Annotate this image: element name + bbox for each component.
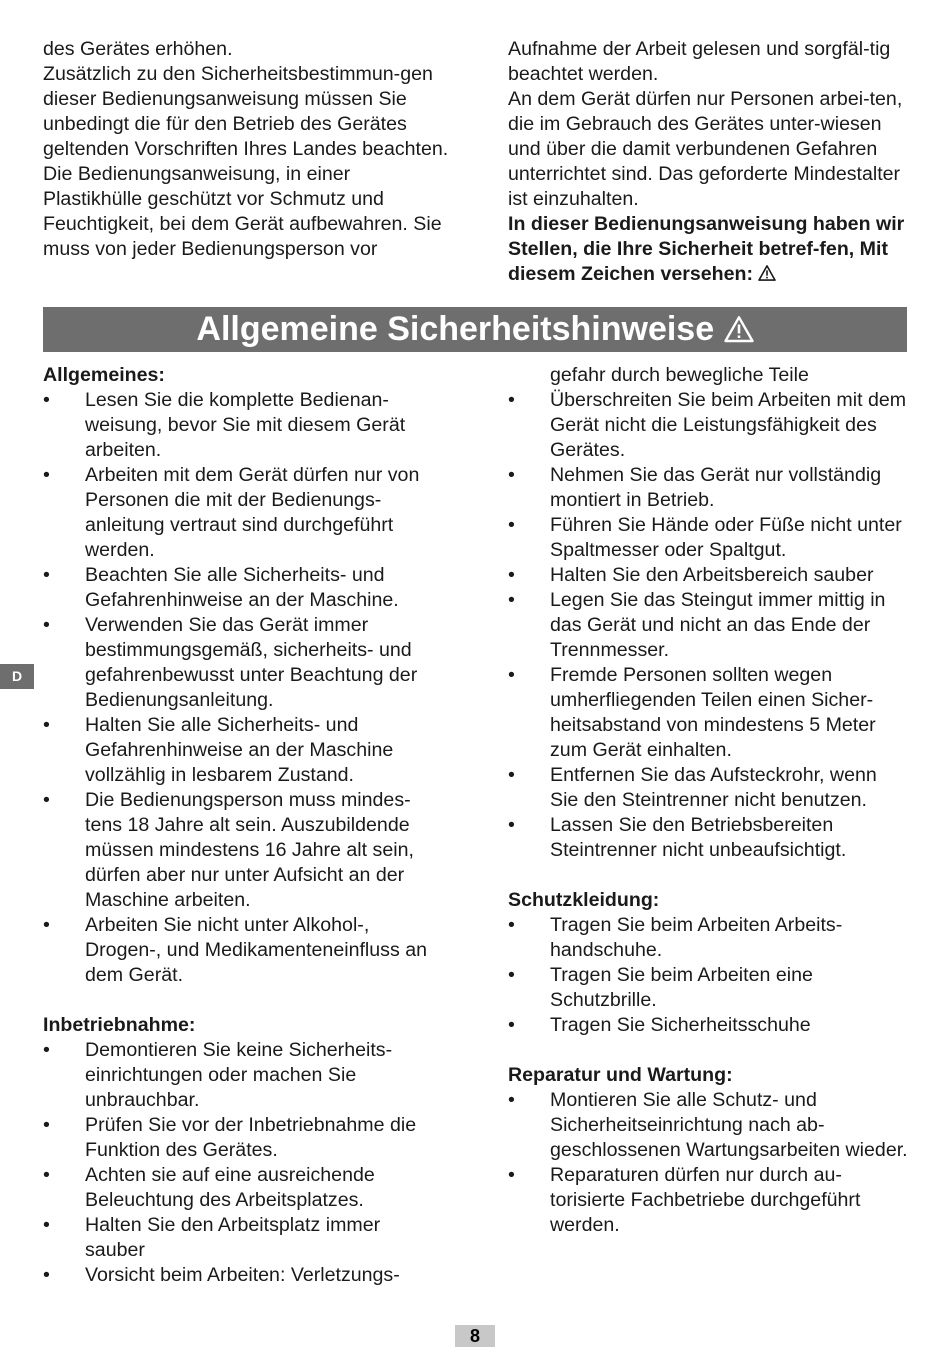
list-item bbox=[508, 1088, 908, 1163]
bullet: • bbox=[43, 564, 50, 586]
list-item-text: Achten sie auf eine ausreichende Beleuchtung des Arbeitsplatzes. bbox=[85, 1164, 375, 1211]
list-item-text: Lassen Sie den Betriebsbereiten Steintrenner nicht unbeaufsichtigt. bbox=[550, 814, 847, 861]
intro-bold-note bbox=[508, 212, 908, 287]
banner-title: Allgemeine Sicherheitshinweise bbox=[196, 310, 715, 348]
bullet: • bbox=[43, 789, 50, 811]
section-heading: Inbetriebnahme: bbox=[43, 1014, 196, 1036]
bullet: • bbox=[508, 1089, 515, 1111]
bullet: • bbox=[43, 389, 50, 411]
bullet: • bbox=[508, 914, 515, 936]
bullet: • bbox=[43, 614, 50, 636]
inbetriebnahme-list-continued bbox=[508, 363, 908, 863]
spacer bbox=[508, 1038, 908, 1063]
bullet: • bbox=[508, 964, 515, 986]
list-item bbox=[43, 913, 443, 988]
list-item-text: Demontieren Sie keine Sicherheits-einrichtungen oder machen Sie unbrauchbar. bbox=[85, 1039, 393, 1111]
list-item-text: Tragen Sie Sicherheitsschuhe bbox=[550, 1014, 811, 1036]
body-right-column bbox=[508, 363, 908, 1238]
list-item-text: Vorsicht beim Arbeiten: Verletzungs- bbox=[85, 1264, 400, 1286]
section-heading: Allgemeines: bbox=[43, 364, 165, 386]
list-item-text: Tragen Sie beim Arbeiten eine Schutzbrille. bbox=[550, 964, 813, 1011]
list-item bbox=[508, 388, 908, 463]
list-item bbox=[43, 1163, 443, 1213]
list-item-text: Reparaturen dürfen nur durch au-torisierte Fachbetriebe durchgeführt werden. bbox=[550, 1164, 861, 1236]
section-banner bbox=[43, 307, 907, 352]
list-item-text: Montieren Sie alle Schutz- und Sicherheitseinrichtung nach ab-geschlossenen Wartungsarbeiten wieder. bbox=[550, 1089, 908, 1161]
bullet: • bbox=[508, 514, 515, 536]
list-item-text: Arbeiten mit dem Gerät dürfen nur von Personen die mit der Bedienungs-anleitung vertraut sind durchgeführt werden. bbox=[85, 464, 420, 561]
list-item bbox=[508, 1013, 908, 1038]
list-item bbox=[43, 388, 443, 463]
list-item-text: Legen Sie das Steingut immer mittig in das Gerät und nicht an das Ende der Trennmesser. bbox=[550, 589, 886, 661]
list-item bbox=[43, 463, 443, 563]
list-item-text: Fremde Personen sollten wegen umherfliegenden Teilen einen Sicher-heitsabstand von mindestens 5 Meter zum Gerät einhalten. bbox=[550, 664, 876, 761]
list-item-continuation bbox=[508, 363, 908, 388]
intro-left-column bbox=[43, 37, 453, 262]
list-item bbox=[508, 663, 908, 763]
bullet: • bbox=[43, 1164, 50, 1186]
intro-paragraph: Zusätzlich zu den Sicherheitsbestimmun-gen dieser Bedienungsanweisung müssen Sie unbedingt die für den Betrieb des Gerätes geltenden Vorschriften Ihres Landes beachten. bbox=[43, 63, 449, 160]
list-item-text: Prüfen Sie vor der Inbetriebnahme die Funktion des Gerätes. bbox=[85, 1114, 417, 1161]
list-item bbox=[508, 513, 908, 563]
bullet: • bbox=[43, 714, 50, 736]
bullet: • bbox=[508, 664, 515, 686]
bullet: • bbox=[43, 1114, 50, 1136]
bullet: • bbox=[508, 1164, 515, 1186]
intro-paragraph: An dem Gerät dürfen nur Personen arbei-ten, die im Gebrauch des Gerätes unter-wiesen und über die damit verbundenen Gefahren unterrichtet sind. Das geforderte Mindestalter ist einzuhalten. bbox=[508, 88, 903, 210]
bullet: • bbox=[508, 814, 515, 836]
list-item bbox=[43, 613, 443, 713]
list-item-text: Arbeiten Sie nicht unter Alkohol-, Drogen-, und Medikamenteneinfluss an dem Gerät. bbox=[85, 914, 428, 986]
list-item bbox=[43, 713, 443, 788]
bullet: • bbox=[43, 914, 50, 936]
section-heading: Schutzkleidung: bbox=[508, 889, 660, 911]
list-item bbox=[508, 1163, 908, 1238]
allgemeines-list bbox=[43, 388, 443, 988]
spacer bbox=[508, 863, 908, 888]
body-left-column bbox=[43, 363, 443, 1288]
list-item-text: Verwenden Sie das Gerät immer bestimmungsgemäß, sicherheits- und gefahrenbewusst unter Beachtung der Bedienungsanleitung. bbox=[85, 614, 418, 711]
list-item-text: Entfernen Sie das Aufsteckrohr, wenn Sie den Steintrenner nicht benutzen. bbox=[550, 764, 877, 811]
bullet: • bbox=[508, 764, 515, 786]
list-item-text: Halten Sie den Arbeitsbereich sauber bbox=[550, 564, 874, 586]
list-item-text: Lesen Sie die komplette Bedienan-weisung, bevor Sie mit diesem Gerät arbeiten. bbox=[85, 389, 406, 461]
intro-right-column bbox=[508, 37, 908, 287]
list-item bbox=[43, 1213, 443, 1263]
list-item bbox=[508, 963, 908, 1013]
section-heading: Reparatur und Wartung: bbox=[508, 1064, 733, 1086]
bullet: • bbox=[508, 464, 515, 486]
list-item bbox=[508, 763, 908, 813]
spacer bbox=[43, 988, 443, 1013]
bullet: • bbox=[508, 564, 515, 586]
list-item bbox=[43, 1113, 443, 1163]
intro-paragraph: Die Bedienungsanweisung, in einer Plastikhülle geschützt vor Schmutz und Feuchtigkeit, bei dem Gerät aufbewahren. Sie muss von jeder Bedienungsperson vor bbox=[43, 163, 442, 260]
bullet: • bbox=[43, 1039, 50, 1061]
list-item bbox=[508, 913, 908, 963]
list-item-text: Die Bedienungsperson muss mindes-tens 18 Jahre alt sein. Auszubildende müssen mindestens 16 Jahre alt sein, dürfen aber nur unter Aufsicht an der Maschine arbeiten. bbox=[85, 789, 414, 911]
warning-triangle-icon bbox=[724, 315, 754, 343]
list-item-text: Halten Sie den Arbeitsplatz immer sauber bbox=[85, 1214, 381, 1261]
bullet: • bbox=[43, 464, 50, 486]
bullet: • bbox=[508, 589, 515, 611]
bullet: • bbox=[508, 1014, 515, 1036]
intro-bold-text: In dieser Bedienungsanweisung haben wir Stellen, die Ihre Sicherheit betref-fen, Mit diesem Zeichen versehen: bbox=[508, 213, 905, 285]
page-number: 8 bbox=[455, 1325, 495, 1347]
list-item bbox=[43, 788, 443, 913]
intro-paragraph: des Gerätes erhöhen. bbox=[43, 38, 233, 60]
list-item-text: gefahr durch bewegliche Teile bbox=[550, 364, 809, 386]
list-item-text: Beachten Sie alle Sicherheits- und Gefahrenhinweise an der Maschine. bbox=[85, 564, 399, 611]
list-item-text: Halten Sie alle Sicherheits- und Gefahrenhinweise an der Maschine vollzählig in lesbarem Zustand. bbox=[85, 714, 394, 786]
list-item bbox=[43, 1038, 443, 1113]
list-item bbox=[43, 563, 443, 613]
language-tab: D bbox=[0, 664, 34, 689]
list-item bbox=[508, 813, 908, 863]
list-item-text: Tragen Sie beim Arbeiten Arbeits-handschuhe. bbox=[550, 914, 843, 961]
list-item-text: Überschreiten Sie beim Arbeiten mit dem Gerät nicht die Leistungsfähigkeit des Gerätes. bbox=[550, 389, 907, 461]
list-item-text: Nehmen Sie das Gerät nur vollständig montiert in Betrieb. bbox=[550, 464, 882, 511]
bullet: • bbox=[43, 1264, 50, 1286]
schutzkleidung-list bbox=[508, 913, 908, 1038]
list-item-text: Führen Sie Hände oder Füße nicht unter Spaltmesser oder Spaltgut. bbox=[550, 514, 902, 561]
bullet: • bbox=[43, 1214, 50, 1236]
list-item bbox=[508, 463, 908, 513]
list-item bbox=[508, 563, 908, 588]
warning-triangle-icon bbox=[758, 265, 776, 281]
list-item bbox=[43, 1263, 443, 1288]
intro-paragraph: Aufnahme der Arbeit gelesen und sorgfäl-tig beachtet werden. bbox=[508, 38, 891, 85]
bullet: • bbox=[508, 389, 515, 411]
list-item bbox=[508, 588, 908, 663]
inbetriebnahme-list bbox=[43, 1038, 443, 1288]
reparatur-list bbox=[508, 1088, 908, 1238]
